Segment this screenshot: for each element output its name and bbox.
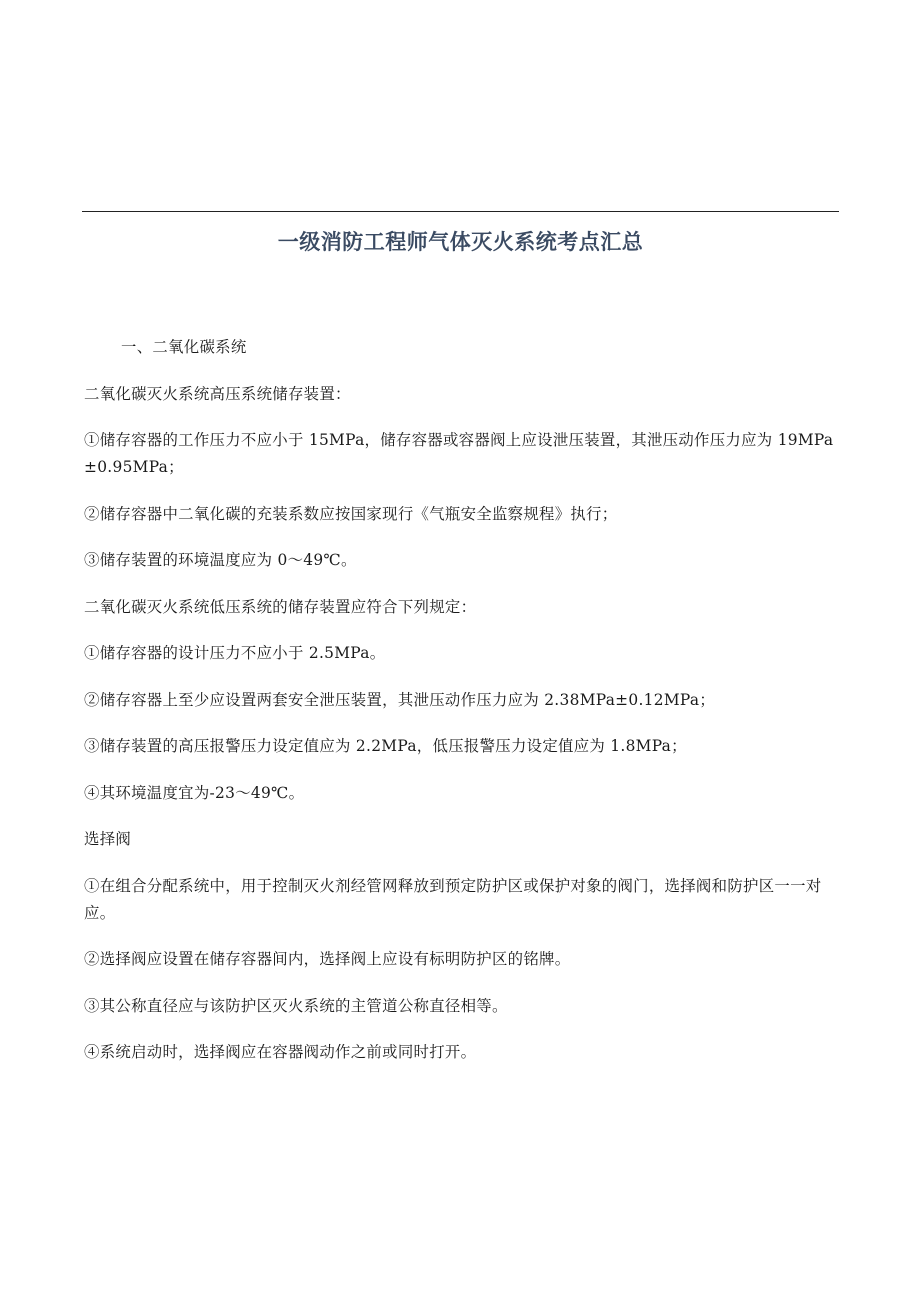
- paragraph-valve-item-4: ④系统启动时，选择阀应在容器阀动作之前或同时打开。: [84, 1043, 477, 1061]
- document-title: 一级消防工程师气体灭火系统考点汇总: [277, 230, 644, 254]
- paragraph-valve-item-1: ①在组合分配系统中，用于控制灭火剂经管网释放到预定防护区或保护对象的阀门，选择阀和防护区一一对应。: [84, 876, 822, 922]
- paragraph-low-pressure-item-2: ②储存容器上至少应设置两套安全泄压装置，其泄压动作压力应为 2.38MPa±0.12MPa；: [84, 690, 716, 709]
- subheading-selector-valve: 选择阀: [84, 830, 132, 848]
- paragraph-low-pressure-item-3: ③储存装置的高压报警压力设定值应为 2.2MPa，低压报警压力设定值应为 1.8MPa；: [84, 737, 687, 755]
- paragraph-high-pressure-intro: 二氧化碳灭火系统高压系统储存装置：: [84, 384, 351, 403]
- paragraph-high-pressure-item-2: ②储存容器中二氧化碳的充装系数应按国家现行《气瓶安全监察规程》执行；: [84, 504, 618, 523]
- section-heading-co2: 一、二氧化碳系统: [121, 338, 247, 356]
- paragraph-high-pressure-item-1: ①储存容器的工作压力不应小于 15MPa，储存容器或容器阀上应设泄压装置，其泄压动作压力应为 19MPa±0.95MPa；: [84, 431, 834, 476]
- paragraph-high-pressure-item-3: ③储存装置的环境温度应为 0～49℃。: [84, 551, 357, 569]
- header-rule: [82, 211, 839, 212]
- paragraph-low-pressure-item-1: ①储存容器的设计压力不应小于 2.5MPa。: [84, 644, 386, 662]
- document-body: [84, 334, 840, 1086]
- paragraph-low-pressure-intro: 二氧化碳灭火系统低压系统的储存装置应符合下列规定：: [84, 597, 477, 616]
- paragraph-valve-item-2: ②选择阀应设置在储存容器间内，选择阀上应设有标明防护区的铭牌。: [84, 950, 571, 968]
- paragraph-valve-item-3: ③其公称直径应与该防护区灭火系统的主管道公称直径相等。: [84, 996, 508, 1015]
- paragraph-low-pressure-item-4: ④其环境温度宜为-23～49℃。: [84, 783, 305, 802]
